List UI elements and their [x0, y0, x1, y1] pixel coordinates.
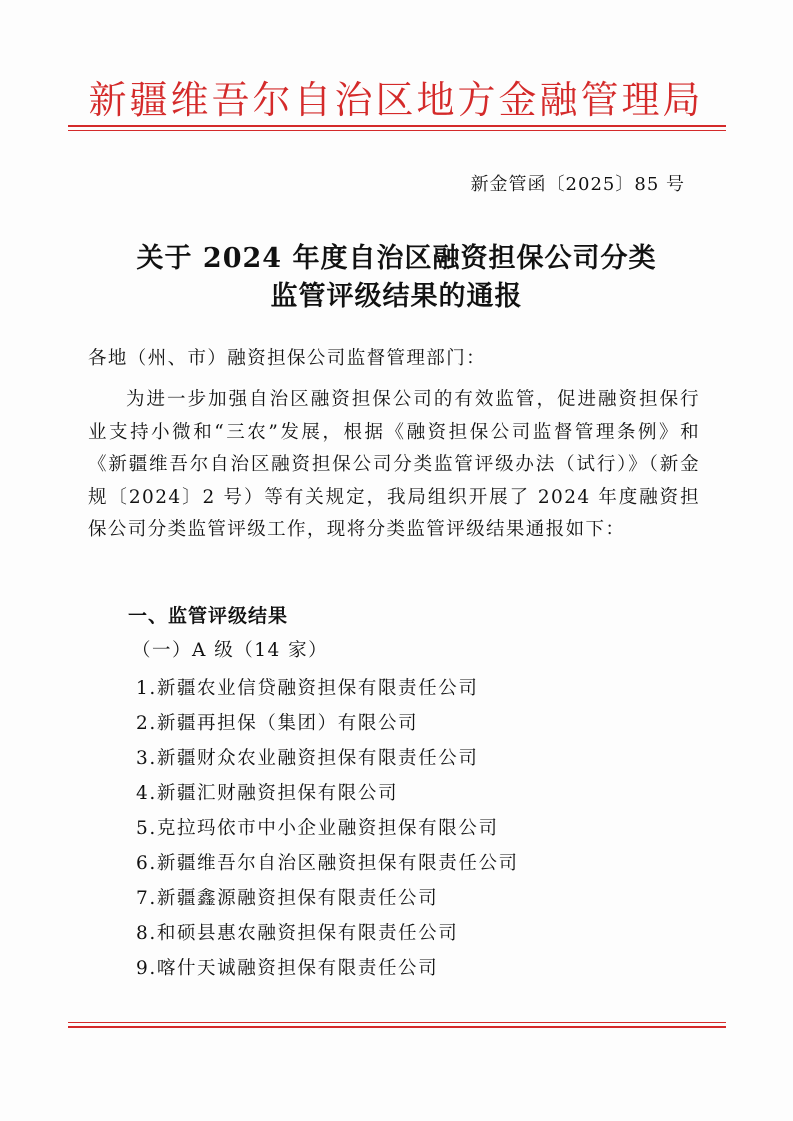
header-red-rule-thin — [68, 130, 726, 131]
list-item: 5.克拉玛依市中小企业融资担保有限公司 — [136, 818, 499, 839]
body-paragraph: 为进一步加强自治区融资担保公司的有效监管，促进融资担保行业支持小微和“三农”发展，根据《融资担保公司监督管理条例》和《新疆维吾尔自治区融资担保公司分类监管评级办法（试行）》（新金规〔2024〕2 号）等有关规定，我局组织开展了 2024 年度融资担保公司分类监管评级工作，现将分类监管评级结果通报如下： — [88, 389, 700, 540]
company-list — [136, 671, 519, 986]
footer-red-rule-thin — [68, 1022, 726, 1023]
issuing-authority-header: 新疆维吾尔自治区地方金融管理局 — [88, 78, 704, 122]
list-item: 1.新疆农业信贷融资担保有限责任公司 — [136, 678, 479, 699]
list-item: 7.新疆鑫源融资担保有限责任公司 — [136, 888, 439, 909]
sub-heading-grade-a: （一）A 级（14 家） — [132, 640, 329, 661]
list-item: 9.喀什天诚融资担保有限责任公司 — [136, 958, 439, 979]
header-red-rule-thick — [68, 125, 726, 127]
list-item: 2.新疆再担保（集团）有限公司 — [136, 713, 419, 734]
list-item: 6.新疆维吾尔自治区融资担保有限责任公司 — [136, 853, 519, 874]
list-item: 8.和硕县惠农融资担保有限责任公司 — [136, 923, 459, 944]
document-title-line-1: 关于 2024 年度自治区融资担保公司分类 — [136, 243, 657, 274]
list-item: 3.新疆财众农业融资担保有限责任公司 — [136, 748, 479, 769]
section-heading: 一、监管评级结果 — [128, 605, 289, 627]
salutation: 各地（州、市）融资担保公司监督管理部门： — [88, 348, 487, 369]
document-number: 新金管函〔2025〕85 号 — [470, 174, 685, 195]
document-title-line-2: 监管评级结果的通报 — [270, 281, 523, 312]
list-item: 4.新疆汇财融资担保有限公司 — [136, 783, 399, 804]
footer-red-rule-thick — [68, 1026, 726, 1028]
